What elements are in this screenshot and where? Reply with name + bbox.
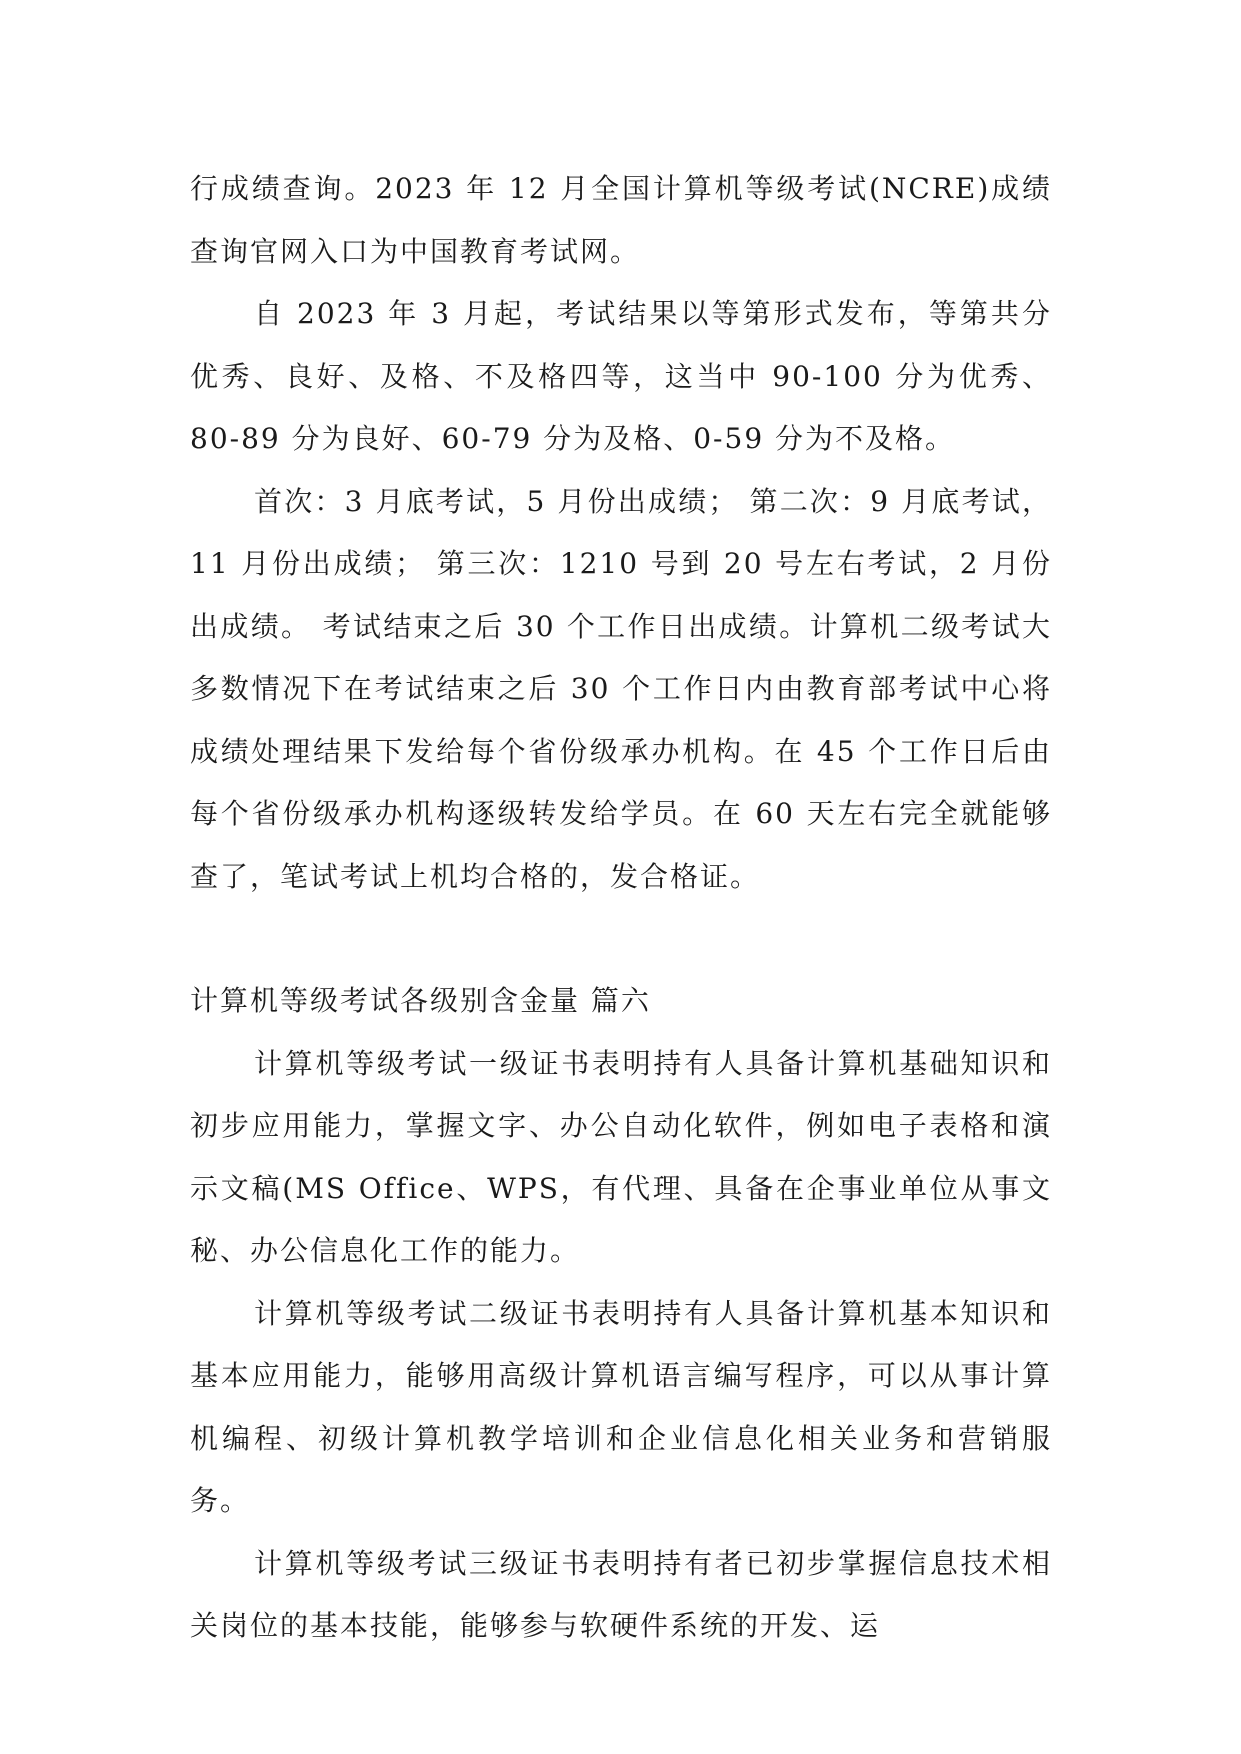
section-heading: 计算机等级考试各级别含金量 篇六 [190, 984, 651, 1017]
paragraph-level-one: 计算机等级考试一级证书表明持有人具备计算机基础知识和初步应用能力，掌握文字、办公自动化软件，例如电子表格和演示文稿(MS Office、WPS，有代理、具备在企事业单位从事文秘、办公信息化工作的能力。 [190, 1046, 1052, 1267]
paragraph-level-two: 计算机等级考试二级证书表明持有人具备计算机基本知识和基本应用能力，能够用高级计算机语言编写程序，可以从事计算机编程、初级计算机教学培训和企业信息化相关业务和营销服务。 [190, 1296, 1052, 1517]
document-body [190, 158, 1052, 1658]
paragraph-grading: 自 2023 年 3 月起，考试结果以等第形式发布，等第共分优秀、良好、及格、不及格四等，这当中 90-100 分为优秀、80-89 分为良好、60-79 分为及格、0-59 分为不及格。 [190, 297, 1052, 455]
paragraph-continued: 行成绩查询。2023 年 12 月全国计算机等级考试(NCRE)成绩查询官网入口为中国教育考试网。 [190, 172, 1052, 268]
paragraph-level-three: 计算机等级考试三级证书表明持有者已初步掌握信息技术相关岗位的基本技能，能够参与软硬件系统的开发、运 [190, 1546, 1052, 1642]
paragraph-schedule: 首次：3 月底考试，5 月份出成绩； 第二次：9 月底考试，11 月份出成绩； 第三次：1210 号到 20 号左右考试，2 月份出成绩。 考试结束之后 30 个工作日出成绩。计算机二级考试大多数情况下在考试结束之后 30 个工作日内由教育部考试中心将成绩处理结果下发给每个省份级承办机构。在 45 个工作日后由每个省份级承办机构逐级转发给学员。在 60 天左右完全就能够查了，笔试考试上机均合格的，发合格证。 [190, 484, 1052, 893]
